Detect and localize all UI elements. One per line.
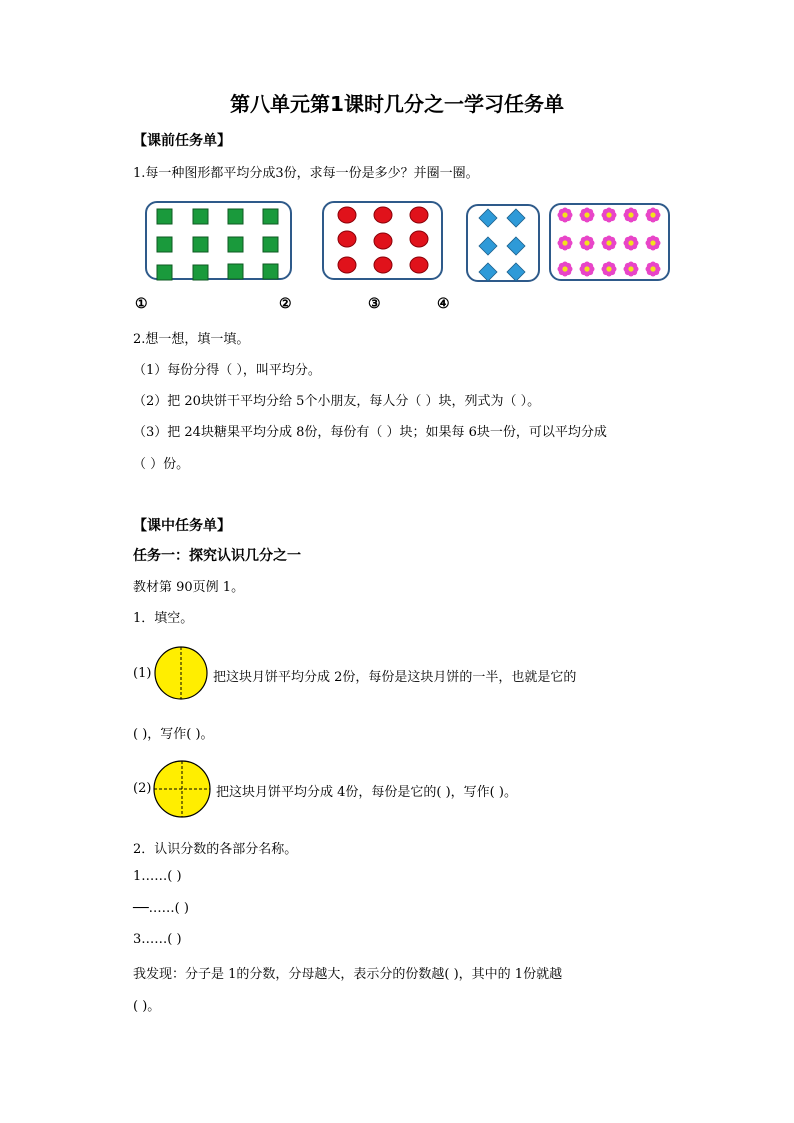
flower-icon — [646, 208, 661, 223]
square-shape — [228, 209, 243, 224]
square-shape — [193, 265, 208, 280]
question-2-2: （2）把 20块饼干平均分给 5个小朋友，每人分（ ）块，列式为（ ）。 — [133, 394, 541, 409]
question-2-3-cont: （ ）份。 — [133, 457, 190, 472]
flower-icon — [602, 208, 617, 223]
red-dot — [374, 257, 392, 273]
flower-icon — [646, 236, 661, 251]
flower-icon — [624, 208, 639, 223]
square-shape — [263, 264, 278, 279]
question-2-1: （1）每份分得（ ），叫平均分。 — [133, 363, 321, 378]
square-shape — [263, 209, 278, 224]
page-title: 第八单元第1课时几分之一学习任务单 — [230, 92, 564, 116]
flower-icon — [558, 208, 573, 223]
item-1-text: 把这块月饼平均分成 2份，每份是这块月饼的一半，也就是它的 — [213, 670, 577, 685]
square-shape — [228, 264, 243, 279]
flowers-figure — [549, 203, 670, 281]
fill-blank-heading: 1．填空。 — [133, 611, 194, 626]
mooncake-quarters-icon — [152, 759, 212, 819]
task-1-heading: 任务一：探究认识几分之一 — [133, 548, 301, 564]
textbook-reference: 教材第 90页例 1。 — [133, 580, 245, 595]
red-dot — [338, 207, 356, 223]
diamond-shape — [507, 263, 525, 281]
red-dot — [338, 231, 356, 247]
item-2-text: 把这块月饼平均分成 4份，每份是它的( )，写作( )。 — [216, 785, 517, 800]
item-1-number: (1) — [133, 666, 152, 681]
diamonds-figure — [466, 204, 540, 282]
flower-icon — [558, 262, 573, 277]
figure-label-4: ④ — [437, 296, 450, 312]
question-2-3: （3）把 24块糖果平均分成 8份，每份有（ ）块；如果每 6块一份，可以平均分成 — [133, 425, 607, 440]
dots-figure — [322, 201, 443, 280]
denominator-line: 3……( ) — [133, 932, 182, 947]
panel-diamonds — [466, 204, 540, 282]
square-shape — [157, 237, 172, 252]
fraction-bar-line: ──……( ) — [133, 901, 189, 916]
flower-icon — [646, 262, 661, 277]
flower-icon — [602, 236, 617, 251]
square-shape — [228, 237, 243, 252]
diamond-shape — [479, 237, 497, 255]
red-dot — [410, 231, 428, 247]
question-parts-heading: 2．认识分数的各部分名称。 — [133, 842, 298, 857]
flower-icon — [580, 208, 595, 223]
figure-label-3: ③ — [368, 296, 381, 312]
flower-icon — [602, 262, 617, 277]
flower-icon — [624, 262, 639, 277]
red-dot — [410, 207, 428, 223]
flower-icon — [580, 236, 595, 251]
red-dot — [374, 233, 392, 249]
diamond-shape — [507, 209, 525, 227]
mooncake-halves-icon — [153, 645, 209, 701]
square-shape — [263, 237, 278, 252]
red-dot — [410, 257, 428, 273]
diamond-shape — [479, 263, 497, 281]
square-shape — [157, 265, 172, 280]
in-class-heading: 【课中任务单】 — [133, 518, 231, 534]
discovery-text: 我发现：分子是 1的分数，分母越大，表示分的份数越( )，其中的 1份就越 — [133, 967, 563, 982]
question-1: 1.每一种图形都平均分成3份，求每一份是多少？并圈一圈。 — [133, 166, 479, 181]
square-shape — [193, 209, 208, 224]
pre-class-heading: 【课前任务单】 — [133, 133, 231, 149]
panel-flowers — [549, 203, 670, 281]
red-dot — [338, 257, 356, 273]
square-shape — [157, 209, 172, 224]
diamond-shape — [507, 237, 525, 255]
panel-squares — [145, 201, 292, 280]
item-1-blanks: ( )，写作( )。 — [133, 727, 214, 742]
squares-figure — [145, 201, 292, 280]
red-dot — [374, 207, 392, 223]
flower-icon — [558, 236, 573, 251]
item-2-number: (2) — [133, 781, 152, 796]
panel-dots — [322, 201, 443, 280]
flower-icon — [624, 236, 639, 251]
square-shape — [193, 237, 208, 252]
figure-label-1: ① — [135, 296, 148, 312]
numerator-line: 1……( ) — [133, 869, 182, 884]
question-2: 2.想一想，填一填。 — [133, 332, 250, 347]
diamond-shape — [479, 209, 497, 227]
flower-icon — [580, 262, 595, 277]
figure-label-2: ② — [279, 296, 292, 312]
discovery-text-cont: ( )。 — [133, 999, 161, 1014]
